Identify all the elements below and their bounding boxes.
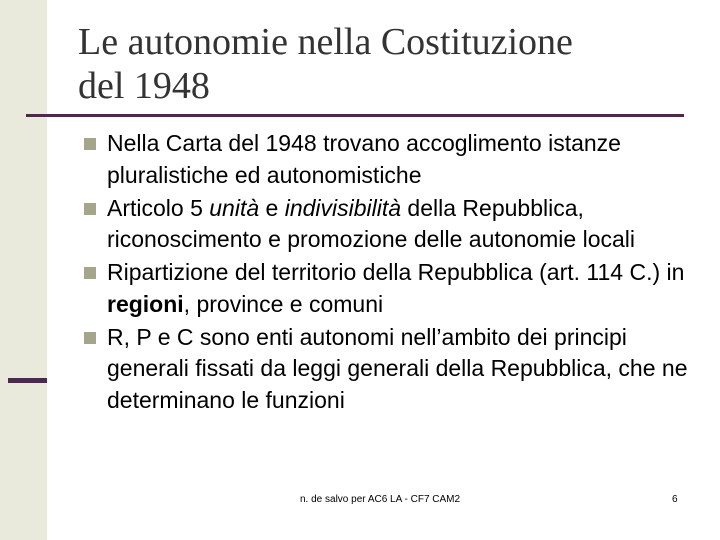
slide-title-line-2: del 1948 [78, 65, 210, 107]
bullet-text-pre: Articolo 5 [107, 194, 210, 221]
bullet-text-post: della Repubblica, riconoscimento e promozione delle autonomie locali [107, 194, 636, 252]
bullet-text: R, P e C sono enti autonomi nell’ambito dei principi generali fissati da leggi generali della Repubblica, che ne determinano le funzioni [107, 323, 688, 413]
bullet-item [83, 193, 703, 256]
side-band [0, 0, 47, 540]
bullet-list [83, 128, 703, 418]
bullet-text-bold-regioni: regioni [107, 290, 184, 317]
bullet-item [83, 257, 703, 320]
square-bullet-icon [84, 138, 96, 150]
side-accent-rule [8, 378, 47, 383]
bullet-text-mid: e [259, 194, 285, 221]
bullet-text-italic-unita: unità [209, 194, 260, 221]
bullet-item [83, 322, 703, 417]
bullet-item [83, 128, 703, 191]
square-bullet-icon [84, 203, 96, 215]
bullet-text-post: , province e comuni [183, 290, 384, 317]
square-bullet-icon [84, 267, 96, 279]
bullet-text-pre: Ripartizione del territorio della Repubblica (art. 114 C.) in [107, 259, 685, 285]
slide-title-line-1: Le autonomie nella Costituzione [78, 21, 573, 63]
square-bullet-icon [84, 332, 96, 344]
title-underline-rule [26, 114, 684, 117]
slide-title [78, 20, 698, 108]
footer-credit: n. de salvo per AC6 LA - CF7 CAM2 [300, 494, 461, 505]
bullet-text-italic-indivisibilita: indivisibilità [284, 194, 402, 221]
bullet-text: Nella Carta del 1948 trovano accoglimento istanze pluralistiche ed autonomistiche [107, 130, 621, 188]
page-number: 6 [672, 494, 678, 505]
